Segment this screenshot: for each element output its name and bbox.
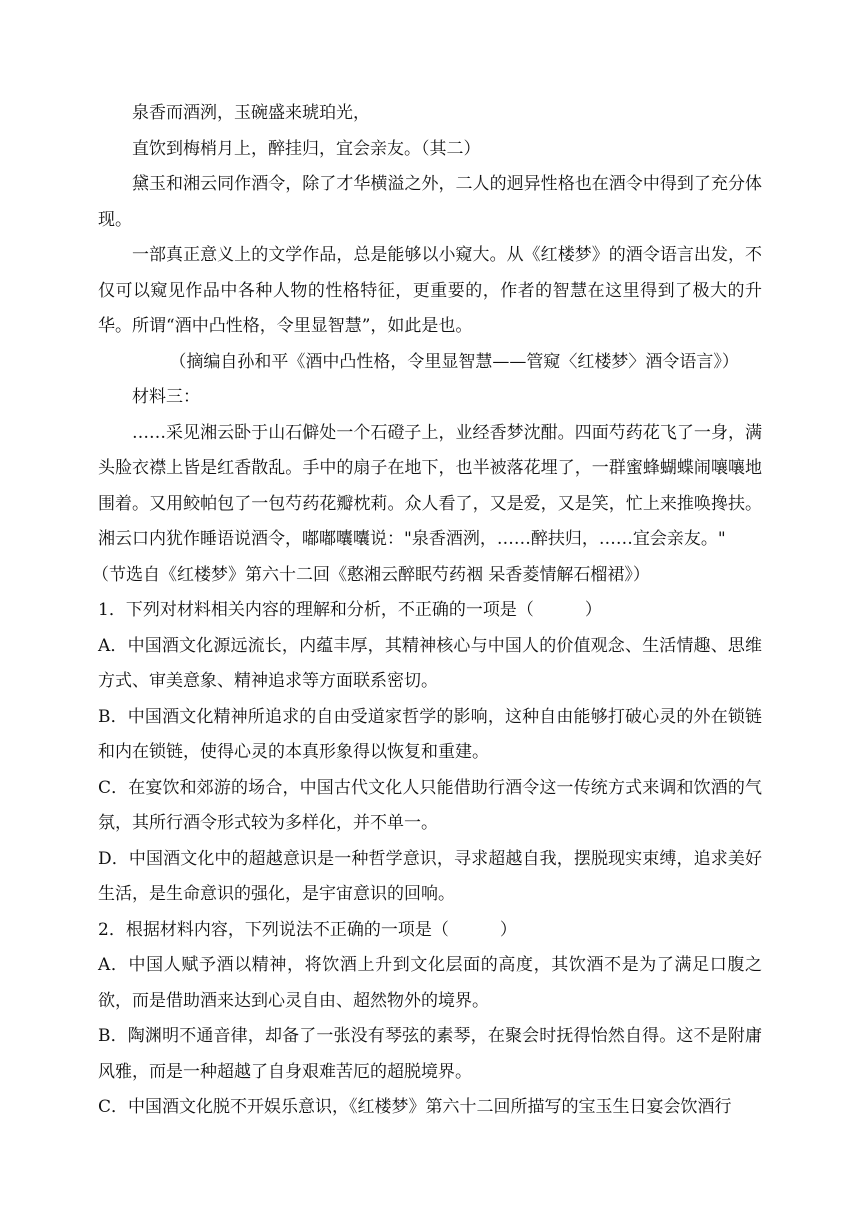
question-stem: 2．根据材料内容，下列说法不正确的一项是（ ） xyxy=(98,919,517,940)
paragraph: 一部真正意义上的文学作品，总是能够以小窥大。从《红楼梦》的酒令语言出发，不仅可以窥见作品中各种人物的性格特征，更重要的，作者的智慧在这里得到了极大的升华。所谓“酒中凸性格，令里显智慧”，如此是也。 xyxy=(98,245,762,336)
material-heading: 材料三： xyxy=(132,387,200,407)
question-option: B．中国酒文化精神所追求的自由受道家哲学的影响，这种自由能够打破心灵的外在锁链和内在锁链，使得心灵的本真形象得以恢复和重建。 xyxy=(98,706,762,762)
question-stem: 1．下列对材料相关内容的理解和分析，不正确的一项是（ ） xyxy=(98,600,602,620)
source-citation: （节选自《红楼梦》第六十二回《憨湘云醉眠芍药裀 呆香菱情解石榴裙》） xyxy=(92,564,650,585)
question-option: A．中国人赋予酒以精神，将饮酒上升到文化层面的高度，其饮酒不是为了满足口腹之欲，而是借助酒来达到心灵自由、超然物外的境界。 xyxy=(98,955,762,1011)
question-option: A．中国酒文化源远流长，内蕴丰厚，其精神核心与中国人的价值观念、生活情趣、思维方式、审美意象、精神追求等方面联系密切。 xyxy=(98,635,762,691)
question-option: D．中国酒文化中的超越意识是一种哲学意识，寻求超越自我，摆脱现实束缚，追求美好生活，是生命意识的强化，是宇宙意识的回响。 xyxy=(98,848,762,904)
poem-line: 泉香而酒洌，玉碗盛来琥珀光， xyxy=(132,103,370,123)
poem-line: 直饮到梅梢月上，醉挂归，宜会亲友。（其二） xyxy=(132,138,481,159)
source-citation: （摘编自孙和平《酒中凸性格，令里显智慧——管窥〈红楼梦〉酒令语言》） xyxy=(169,351,739,372)
material-text: ……采见湘云卧于山石僻处一个石磴子上，业经香梦沈酣。四面芍药花飞了一身，满头脸衣襟上皆是红香散乱。手中的扇子在地下，也半被落花埋了，一群蜜蜂蝴蝶闹嚷嚷地围着。又用鲛帕包了一包芍药花瓣枕莉。众人看了，又是爱，又是笑，忙上来推唤搀扶。湘云口内犹作睡语说酒令，嘟嘟囔囔说："泉香酒洌，……醉扶归，……宜会亲友。" xyxy=(98,422,762,549)
paragraph: 黛玉和湘云同作酒令，除了才华横溢之外，二人的迥异性格也在酒令中得到了充分体现。 xyxy=(98,174,762,230)
question-option: C．在宴饮和郊游的场合，中国古代文化人只能借助行酒令这一传统方式来调和饮酒的气氛，其所行酒令形式较为多样化，并不单一。 xyxy=(98,777,762,833)
question-option: B．陶渊明不通音律，却备了一张没有琴弦的素琴，在聚会时抚得怡然自得。这不是附庸风雅，而是一种超越了自身艰难苦厄的超脱境界。 xyxy=(98,1026,762,1082)
question-option: C．中国酒文化脱不开娱乐意识，《红楼梦》第六十二回所描写的宝玉生日宴会饮酒行 xyxy=(98,1097,732,1117)
document-body xyxy=(92,96,762,1126)
